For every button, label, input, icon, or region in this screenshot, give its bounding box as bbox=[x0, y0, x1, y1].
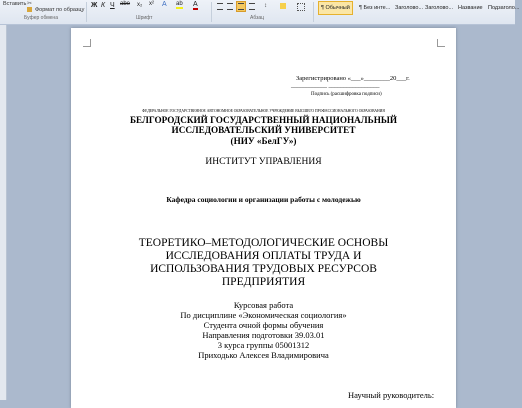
separator bbox=[313, 2, 314, 22]
work-type: Курсовая работа bbox=[233, 300, 294, 310]
style-label: ¶ Без инте... bbox=[359, 5, 391, 11]
student-line: Студента очной формы обучения bbox=[203, 320, 324, 330]
work-title-line-2: ИССЛЕДОВАНИЯ ОПЛАТЫ ТРУДА И bbox=[165, 250, 362, 262]
line-spacing-icon: ↕ bbox=[264, 3, 267, 9]
discipline-line: По дисциплине «Экономическая социология» bbox=[180, 310, 347, 320]
highlight-button[interactable]: ab bbox=[176, 1, 183, 7]
work-title-line-3: ИСПОЛЬЗОВАНИЯ ТРУДОВЫХ РЕСУРСОВ bbox=[150, 263, 377, 275]
margin-mark bbox=[437, 39, 445, 47]
style-label: Заголово... bbox=[395, 5, 424, 11]
paste-label: Вставить bbox=[3, 1, 27, 7]
align-center-active-icon bbox=[238, 3, 244, 10]
underline-button[interactable]: Ч bbox=[110, 2, 115, 9]
strikethrough-button[interactable]: abe bbox=[120, 1, 131, 7]
align-center-button[interactable] bbox=[226, 2, 235, 11]
style-normal[interactable] bbox=[318, 1, 353, 15]
font-color-button[interactable]: A bbox=[193, 1, 198, 8]
style-label: ¶ Обычный bbox=[321, 5, 350, 11]
institute-name: ИНСТИТУТ УПРАВЛЕНИЯ bbox=[205, 157, 322, 167]
group-font-label: Шрифт bbox=[136, 15, 153, 21]
format-painter-label: Формат по образцу bbox=[35, 7, 85, 13]
group-line: 3 курса группы 05001312 bbox=[217, 340, 310, 350]
signature-line: ____________ _________________ bbox=[291, 83, 380, 89]
direction-line: Направления подготовки 39.03.01 bbox=[202, 330, 325, 340]
shading-icon bbox=[280, 3, 286, 9]
ribbon bbox=[0, 0, 520, 25]
group-clipboard-label: Буфер обмена bbox=[24, 15, 58, 21]
align-right-button[interactable] bbox=[236, 1, 246, 12]
department-name: Кафедра социологии и организации работы с молодежью bbox=[166, 195, 361, 204]
bold-button[interactable]: Ж bbox=[91, 2, 98, 9]
justify-button[interactable] bbox=[248, 2, 257, 11]
italic-button[interactable]: К bbox=[101, 2, 106, 9]
style-label: Подзаголо... bbox=[488, 5, 520, 11]
scissors-icon: ✂ bbox=[27, 1, 33, 7]
paste-button[interactable] bbox=[2, 0, 27, 14]
align-left-icon bbox=[217, 3, 223, 10]
signature-captions: Подпись (расшифровка подписи) bbox=[311, 92, 382, 97]
separator bbox=[86, 2, 87, 22]
style-label: Заголово... bbox=[425, 5, 454, 11]
margin-mark bbox=[83, 39, 91, 47]
separator bbox=[211, 2, 212, 22]
document-page[interactable] bbox=[71, 28, 456, 408]
align-left-button[interactable] bbox=[216, 2, 225, 11]
style-label: Название bbox=[458, 5, 483, 11]
style-heading-2[interactable] bbox=[422, 1, 456, 15]
align-center-icon bbox=[227, 3, 233, 10]
vertical-ruler[interactable] bbox=[0, 25, 7, 400]
style-heading-1[interactable] bbox=[392, 1, 426, 15]
justify-icon bbox=[249, 3, 255, 10]
shading-button[interactable] bbox=[279, 2, 291, 11]
university-name-line-2: ИССЛЕДОВАТЕЛЬСКИЙ УНИВЕРСИТЕТ bbox=[171, 125, 356, 135]
work-title-line-1: ТЕОРЕТИКО–МЕТОДОЛОГИЧЕСКИЕ ОСНОВЫ bbox=[138, 237, 389, 249]
style-subtitle[interactable] bbox=[485, 1, 522, 15]
university-abbreviation: (НИУ «БелГУ») bbox=[230, 136, 297, 146]
university-name-line-1: БЕЛГОРОДСКИЙ ГОСУДАРСТВЕННЫЙ НАЦИОНАЛЬНЫЙ bbox=[129, 115, 398, 125]
style-title[interactable] bbox=[455, 1, 486, 15]
registration-line: Зарегистрировано «___»________20___г. bbox=[296, 75, 410, 82]
borders-button[interactable] bbox=[296, 2, 308, 11]
brush-icon bbox=[27, 7, 32, 12]
supervisor-label: Научный руководитель: bbox=[348, 390, 435, 400]
group-paragraph-label: Абзац bbox=[250, 15, 265, 21]
work-title-line-4: ПРЕДПРИЯТИЯ bbox=[221, 276, 306, 288]
style-no-spacing[interactable] bbox=[356, 1, 393, 15]
borders-icon bbox=[297, 3, 305, 11]
format-painter-button[interactable] bbox=[27, 7, 89, 14]
superscript-button[interactable]: x² bbox=[149, 1, 154, 7]
author-name: Приходько Алексея Владимировича bbox=[198, 350, 329, 360]
ministry-line: ФЕДЕРАЛЬНОЕ ГОСУДАРСТВЕННОЕ АВТОНОМНОЕ ОБРАЗОВАТЕЛЬНОЕ УЧРЕЖДЕНИЕ ВЫСШЕГО ПРОФЕССИОНАЛЬНОГО ОБРАЗОВАНИЯ bbox=[142, 109, 385, 113]
text-effects-button[interactable]: A bbox=[162, 1, 167, 8]
subscript-button[interactable]: x₂ bbox=[137, 2, 143, 8]
line-spacing-button[interactable] bbox=[262, 2, 274, 11]
